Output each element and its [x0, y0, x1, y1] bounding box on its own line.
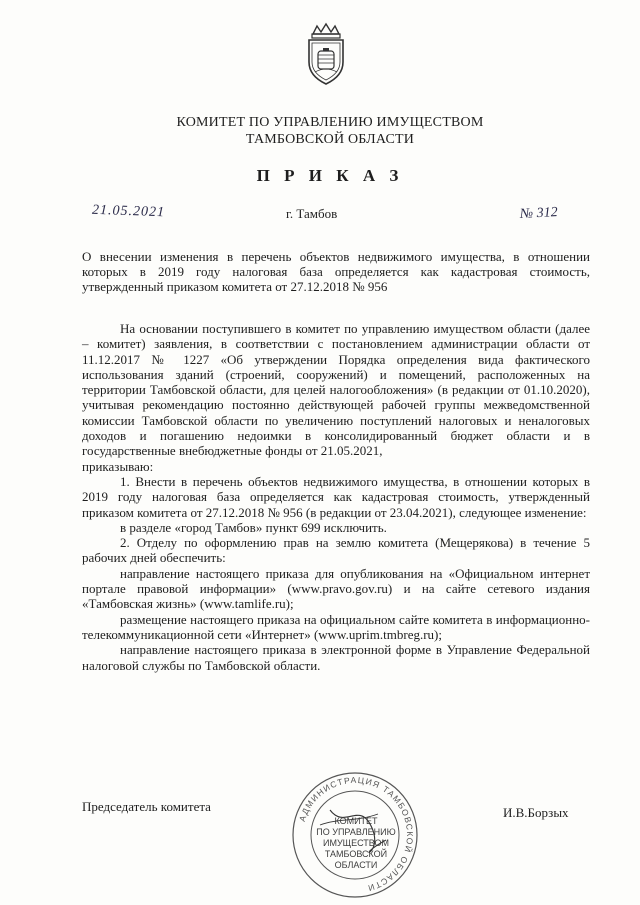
body-item-1: 1. Внести в перечень объектов недвижимого имущества, в отношении которых в 2019 году налоговая база определяется как кадастровая стоимость, утвержденный приказом комитета от 27.12.2018 № 956 (в редакции от 23.04.2021), следующее изменение: [82, 473, 590, 520]
order-title: П Р И К А З [256, 166, 404, 185]
signer-title: Председатель комитета [82, 799, 211, 814]
coat-of-arms-icon [301, 22, 351, 86]
stamp-inner-text [314, 816, 398, 871]
stamp-line: КОМИТЕТ [334, 816, 378, 826]
committee-line-1: КОМИТЕТ ПО УПРАВЛЕНИЮ ИМУЩЕСТВОМ [176, 115, 484, 130]
body-item-2-c: направление настоящего приказа в электронной форме в Управление Федеральной налоговой службы по Тамбовской области. [82, 642, 590, 673]
body-item-1-sub: в разделе «город Тамбов» пункт 699 исключить. [120, 519, 387, 535]
body-item-2: 2. Отделу по оформлению прав на землю комитета (Мещерякова) в течение 5 рабочих дней обеспечить: [82, 535, 590, 566]
stamp-line: ОБЛАСТИ [334, 860, 378, 870]
order-city: г. Тамбов [286, 206, 338, 221]
stamp-line: ТАМБОВСКОЙ [324, 849, 388, 859]
body-order-word: приказываю: [82, 458, 154, 474]
order-subject: О внесении изменения в перечень объектов недвижимого имущества, в отношении которых в 2019 году налоговая база определяется как кадастровая стоимость, утвержденный приказом комитета от 27.12.2018 № 956 [82, 249, 590, 294]
signer-name: И.В.Борзых [503, 805, 569, 820]
order-date: 21.05.2021 [91, 202, 166, 221]
order-number: № 312 [519, 205, 559, 222]
body-item-2-a: направление настоящего приказа для опубликования на «Официальном интернет портале правовой информации» (www.pravo.gov.ru) и на сайте сетевого издания «Тамбовская жизнь» (www.tamlife.ru); [82, 565, 590, 612]
stamp-ring-text: АДМИНИСТРАЦИЯ ТАМБОВСКОЙ ОБЛАСТИ [296, 774, 416, 894]
order-body [82, 321, 590, 673]
committee-line-2: ТАМБОВСКОЙ ОБЛАСТИ [245, 132, 415, 147]
body-item-2-b: размещение настоящего приказа на официальном сайте комитета в информационно-телекоммуникационной сети «Интернет» (www.uprim.tmbreg.ru); [82, 611, 590, 642]
stamp-line: ПО УПРАВЛЕНИЮ [316, 827, 396, 837]
committee-name [80, 114, 580, 148]
stamp-line: ИМУЩЕСТВОМ [322, 838, 390, 848]
body-intro: На основании поступившего в комитет по управлению имуществом области (далее – комитет) заявления, в соответствии с постановлением администрации области от 11.12.2017 № 1227 «Об утверждении Порядка определения вида фактического использования зданий (строений, сооружений) и помещений, расположенных на территории Тамбовской области, для целей налогообложения» (в редакции от 01.10.2020), учитывая рекомендацию постоянно действующей рабочей группы межведомственной комиссии Тамбовской области по увеличению поступлений налоговых и неналоговых доходов и погашению недоимки в консолидированный бюджет области и в государственные внебюджетные фонды от 21.05.2021, [82, 321, 590, 459]
